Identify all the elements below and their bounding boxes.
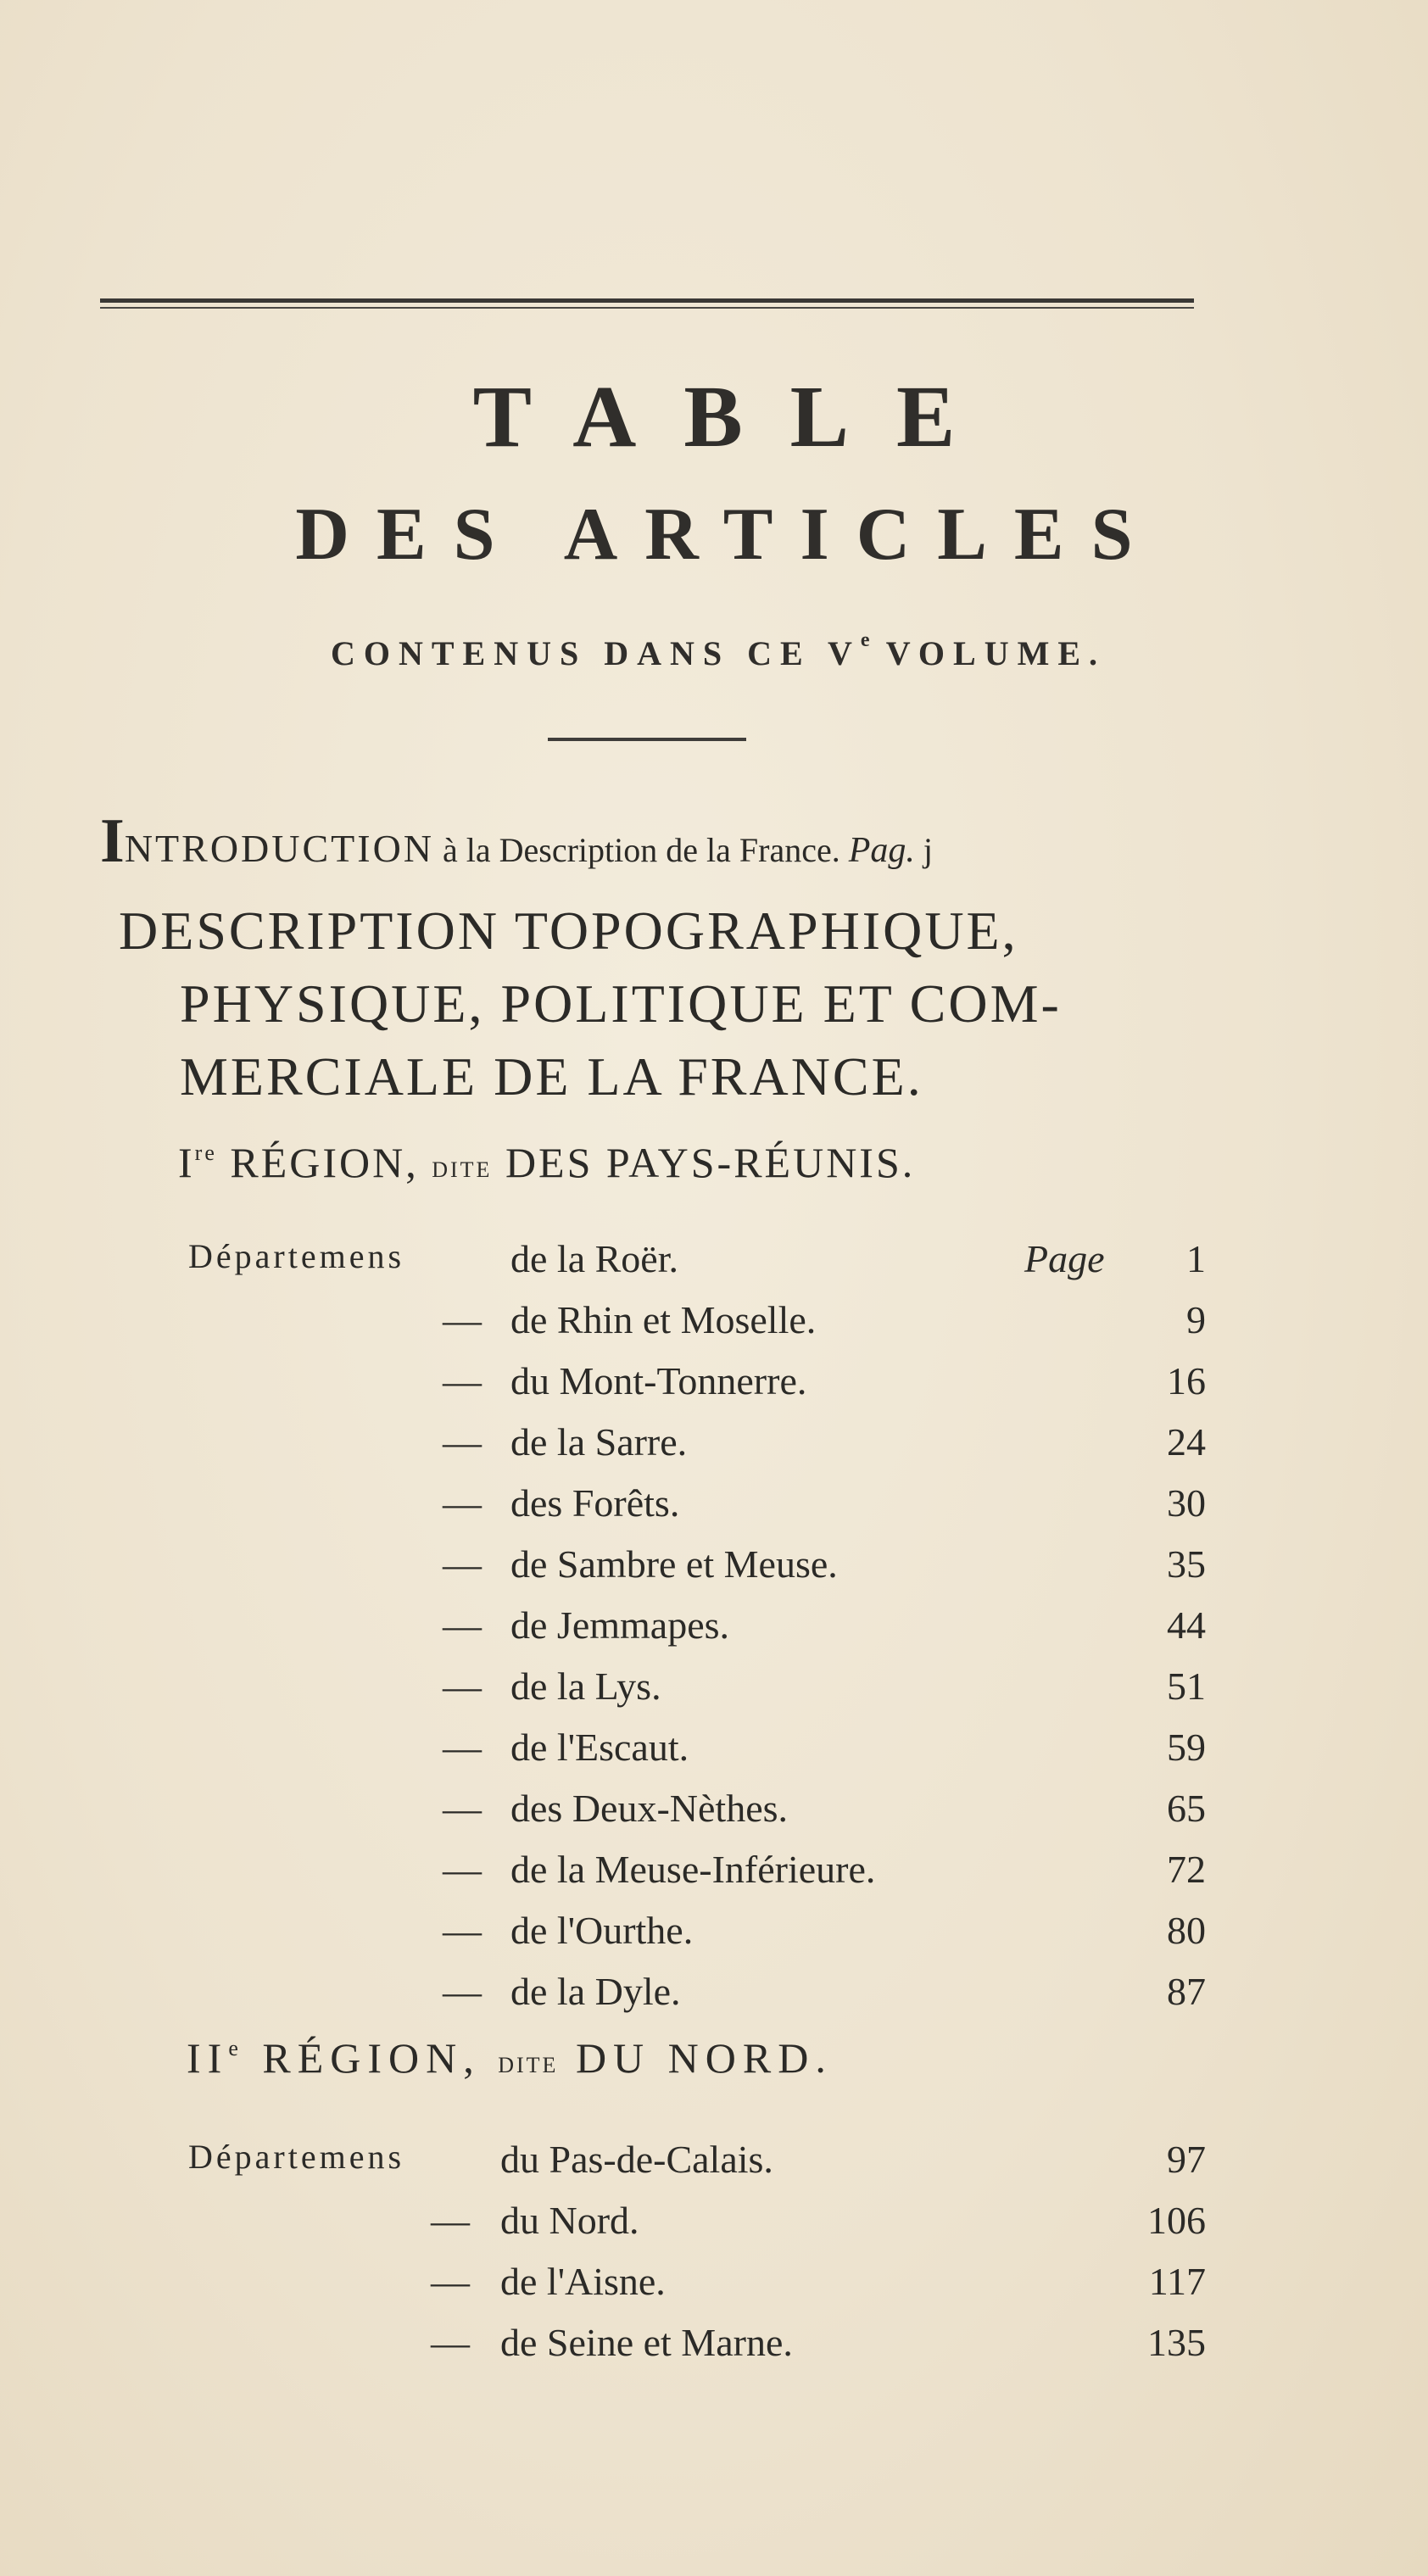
list-item [0, 1297, 1428, 1358]
description-line-1: DESCRIPTION TOPOGRAPHIQUE, [119, 900, 1018, 961]
region-1-name: DES PAYS-RÉUNIS. [492, 1139, 916, 1186]
intro-text: à la Description de la France. [434, 831, 849, 869]
list-item [0, 1236, 1428, 1297]
entry-page-number: 97 [1167, 2138, 1206, 2181]
entry-dash: — [431, 2260, 470, 2303]
subtitle-pre: CONTENUS DANS CE V [330, 634, 861, 672]
entry-name: de Seine et Marne. [500, 2321, 793, 2364]
entry-dash: — [443, 1359, 482, 1402]
entry-dash: — [443, 1970, 482, 2013]
region-2-sup: e [228, 2036, 245, 2060]
entry-page-number: 1 [1186, 1237, 1206, 1280]
entry-dash: — [443, 1298, 482, 1341]
rule-thin [100, 307, 1194, 309]
intro-page: j [914, 831, 933, 869]
entry-name: de la Dyle. [510, 1970, 681, 2013]
list-item [0, 1419, 1428, 1480]
list-item [0, 1358, 1428, 1419]
list-item [0, 2137, 1428, 2198]
entry-dash: — [443, 1481, 482, 1525]
intro-initial: I [100, 806, 125, 876]
list-item [0, 2259, 1428, 2320]
entry-page-number: 59 [1167, 1726, 1206, 1769]
entry-name: de la Sarre. [510, 1420, 688, 1464]
entry-name: de la Meuse-Inférieure. [510, 1848, 876, 1891]
entry-dash: — [443, 1420, 482, 1464]
list-item [0, 2320, 1428, 2381]
title-des-articles: DES ARTICLES [295, 493, 1160, 576]
entry-dash: — [443, 1909, 482, 1952]
region-1-heading [178, 1138, 915, 1187]
list-item [0, 1542, 1428, 1603]
entry-page-number: 51 [1167, 1664, 1206, 1708]
entry-page-number: 106 [1147, 2199, 1206, 2242]
region-1-numeral: I [178, 1139, 195, 1186]
entry-dash: — [431, 2199, 470, 2242]
entry-name: des Forêts. [510, 1481, 680, 1525]
subtitle-sup: e [860, 629, 870, 651]
entry-page-word: Page [1024, 1237, 1105, 1280]
list-item [0, 1603, 1428, 1664]
entry-page-number: 44 [1167, 1603, 1206, 1647]
entry-dash: — [443, 1664, 482, 1708]
entry-name: du Pas-de-Calais. [500, 2138, 773, 2181]
region-1-word: RÉGION, [216, 1139, 432, 1186]
region-2-numeral: II [187, 2034, 229, 2082]
region-2-dite: DITE [498, 2053, 559, 2077]
entry-name: de Rhin et Moselle. [510, 1298, 817, 1341]
entry-page-number: 16 [1167, 1359, 1206, 1402]
title-subtitle [0, 629, 1428, 673]
entry-page-number: 35 [1167, 1542, 1206, 1586]
list-item [0, 1786, 1428, 1847]
entry-dash: — [431, 2321, 470, 2364]
region-2-word: RÉGION, [244, 2034, 499, 2082]
description-line-2: PHYSIQUE, POLITIQUE ET COM- [180, 973, 1062, 1034]
title-table: TABLE [472, 368, 1003, 466]
entry-page-number: 80 [1167, 1909, 1206, 1952]
rule-thick [100, 298, 1194, 303]
region-2-name: DU NORD. [558, 2034, 833, 2082]
list-item [0, 1847, 1428, 1908]
entry-page-number: 30 [1167, 1481, 1206, 1525]
entry-page-number: 24 [1167, 1420, 1206, 1464]
entry-page-number: 9 [1186, 1298, 1206, 1341]
list-item [0, 1725, 1428, 1786]
entry-name: de l'Aisne. [500, 2260, 666, 2303]
region-1-dite: DITE [432, 1157, 493, 1182]
entry-page-number: 72 [1167, 1848, 1206, 1891]
list-item [0, 1969, 1428, 2030]
entry-dash: — [443, 1787, 482, 1830]
intro-caps: NTRODUCTION [124, 827, 435, 870]
entry-name: du Nord. [500, 2199, 639, 2242]
intro-entry [100, 806, 1228, 878]
entry-page-number: 87 [1167, 1970, 1206, 2013]
entry-name: des Deux-Nèthes. [510, 1787, 789, 1830]
entry-name: de la Lys. [510, 1664, 661, 1708]
entry-name: de Jemmapes. [510, 1603, 730, 1647]
list-item [0, 1908, 1428, 1969]
entry-name: de Sambre et Meuse. [510, 1542, 838, 1586]
list-item [0, 1480, 1428, 1542]
entry-name: de l'Escaut. [510, 1726, 689, 1769]
region-2-heading [187, 2033, 833, 2083]
entry-label: Départemens [188, 1237, 405, 1275]
entry-name: de la Roër. [510, 1237, 678, 1280]
short-divider [548, 738, 746, 741]
description-line-3: MERCIALE DE LA FRANCE. [180, 1046, 923, 1107]
subtitle-post: VOLUME. [869, 634, 1107, 672]
list-item [0, 2198, 1428, 2259]
entry-name: du Mont-Tonnerre. [510, 1359, 807, 1402]
entry-dash: — [443, 1603, 482, 1647]
description-heading [119, 895, 1238, 1113]
intro-pag: Pag. [848, 831, 915, 870]
entry-dash: — [443, 1848, 482, 1891]
entry-page-number: 65 [1167, 1787, 1206, 1830]
entry-name: de l'Ourthe. [510, 1909, 694, 1952]
entry-page-number: 135 [1147, 2321, 1206, 2364]
entry-label: Départemens [188, 2138, 405, 2176]
entry-dash: — [443, 1542, 482, 1586]
top-double-rule [100, 298, 1194, 310]
entry-dash: — [443, 1726, 482, 1769]
list-item [0, 1664, 1428, 1725]
region-1-sup: re [194, 1140, 217, 1165]
entry-page-number: 117 [1148, 2260, 1206, 2303]
